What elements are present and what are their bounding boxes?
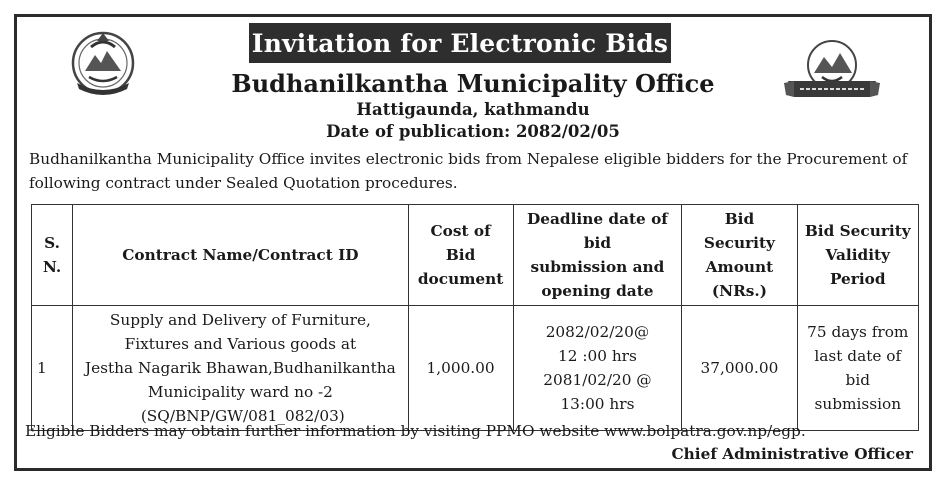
row-security-amount: 37,000.00 bbox=[682, 306, 797, 431]
publication-date-label: Date of publication: bbox=[326, 122, 511, 141]
row-deadline: 2082/02/20@ 12 :00 hrs 2081/02/20 @ 13:00 hrs bbox=[513, 306, 682, 431]
header-contract: Contract Name/Contract ID bbox=[73, 205, 408, 306]
table-header-row bbox=[32, 205, 919, 306]
notice-frame bbox=[14, 14, 932, 471]
notice-title: Invitation for Electronic Bids bbox=[251, 28, 669, 58]
header-deadline: Deadline date of bid submission and opening date bbox=[513, 205, 682, 306]
publication-date bbox=[17, 122, 929, 141]
row-validity: 75 days from last date of bid submission bbox=[797, 306, 918, 431]
title-banner bbox=[249, 23, 671, 63]
header-cost: Cost of Bid document bbox=[408, 205, 513, 306]
publication-date-value: 2082/02/05 bbox=[515, 122, 620, 141]
header-sn: S. N. bbox=[32, 205, 73, 306]
row-sn: 1 bbox=[32, 306, 73, 431]
office-name: Budhanilkantha Municipality Office bbox=[231, 69, 715, 98]
footer-info: Eligible Bidders may obtain further information by visiting PPMO website www.bolpatra.gov.np/egp. bbox=[25, 422, 806, 440]
signature: Chief Administrative Officer bbox=[671, 445, 913, 463]
intro-paragraph: Budhanilkantha Municipality Office invites electronic bids from Nepalese eligible bidders for the Procurement of following contract under Sealed Quotation procedures. bbox=[29, 150, 908, 192]
row-cost: 1,000.00 bbox=[408, 306, 513, 431]
header-validity: Bid Security Validity Period bbox=[797, 205, 918, 306]
bids-table bbox=[31, 204, 919, 431]
row-contract: Supply and Delivery of Furniture, Fixtures and Various goods at Jestha Nagarik Bhawan,Budhanilkantha Municipality ward no -2 (SQ/BNP/GW/081_082/03) bbox=[73, 306, 408, 431]
office-address: Hattigaunda, kathmandu bbox=[356, 100, 590, 119]
table-row bbox=[32, 306, 919, 431]
header-security-amount: Bid Security Amount (NRs.) bbox=[682, 205, 797, 306]
